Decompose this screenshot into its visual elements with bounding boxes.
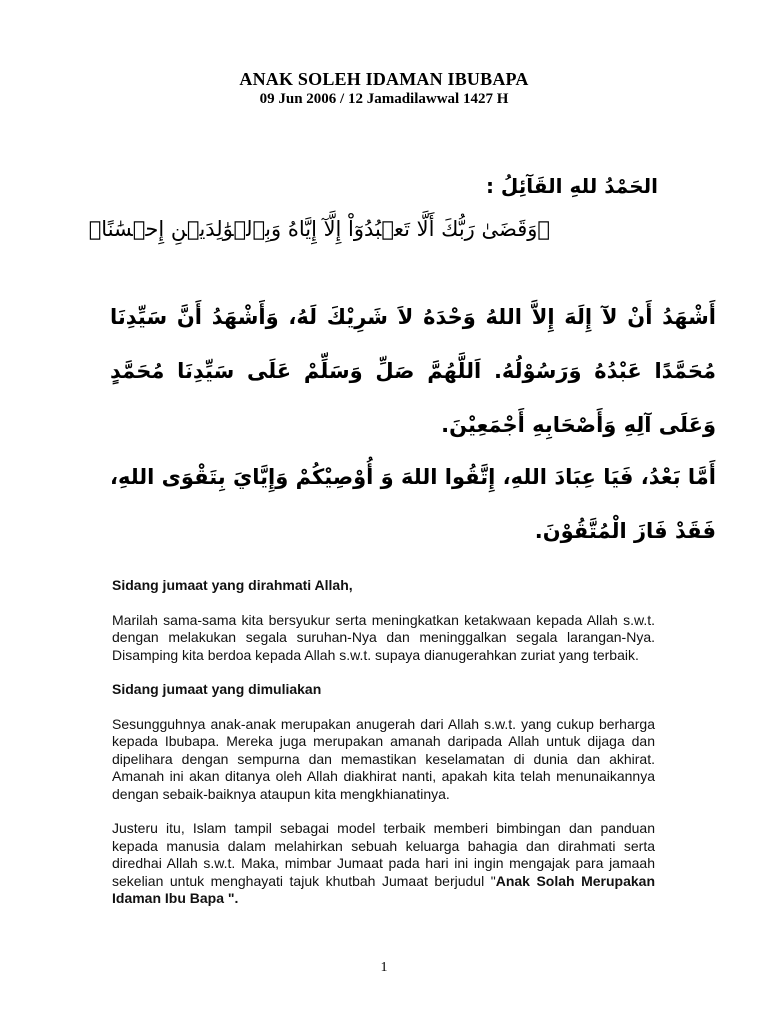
document-header xyxy=(0,68,768,108)
paragraph-3 xyxy=(112,820,655,908)
document-date-line: 09 Jun 2006 / 12 Jamadilawwal 1427 H xyxy=(259,91,509,107)
section-heading-2: Sidang jumaat yang dimuliakan xyxy=(112,681,322,697)
arabic-wasiat-paragraph: أَمَّا بَعْدُ، فَيَا عِبَادَ اللهِ، إِتَّقُوا اللهَ وَ أُوْصِيْكُمْ وَإِيَّايَ بِتَقْوَى اللهِ، فَقَدْ فَازَ الْمُتَّقُوْنَ. xyxy=(110,465,716,543)
paragraph-1: Marilah sama-sama kita bersyukur serta meningkatkan ketakwaan kepada Allah s.w.t. dengan melakukan segala suruhan-Nya dan meninggalkan segala larangan-Nya. Disamping kita berdoa kepada Allah s.w.t. supaya dianugerahkan zuriat yang terbaik. xyxy=(112,611,655,663)
sermon-body xyxy=(112,577,655,925)
paragraph-2: Sesungguhnya anak-anak merupakan anugerah dari Allah s.w.t. yang cukup berharga kepada Ibubapa. Mereka juga merupakan amanah daripada Allah untuk dijaga dan dipelihara dengan sempurna dan memastikan keselamatan di dunia dan akhirat. Amanah ini akan ditanya oleh Allah diakhirat nanti, apakah kita telah menunaikannya dengan sebaik-baiknya ataupun kita mengkhianatinya. xyxy=(112,715,655,802)
section-heading-1: Sidang jumaat yang dirahmati Allah, xyxy=(112,577,353,593)
sermon-title-emphasis: Anak Solah Merupakan Idaman Ibu Bapa ". xyxy=(112,872,655,906)
document-title: ANAK SOLEH IDAMAN IBUBAPA xyxy=(239,69,529,89)
arabic-quran-verse: ۞وَقَضَىٰ رَبُّكَ أَلَّا تَعۡبُدُوٓاْ إِلَّآ إِيَّاهُ وَبِٱلۡوَٰلِدَيۡنِ إِحۡسَٰنًاۚ xyxy=(88,217,550,241)
arabic-hamd-line: الحَمْدُ للهِ القَآئِلُ : xyxy=(485,174,658,198)
arabic-syahadah-paragraph: أَشْهَدُ أَنْ لآ إِلَهَ إِلاَّ اللهُ وَحْدَهُ لاَ شَرِيْكَ لَهُ، وَأَشْهَدُ أَنَّ سَيِّدِنَا مُحَمَّدًا عَبْدُهُ وَرَسُوْلُهُ. اَللَّهُمَّ صَلِّ وَسَلِّمْ عَلَى سَيِّدِنَا مُحَمَّدٍ وَعَلَى آلِهِ وَأَصْحَابِهِ أَجْمَعِيْنَ. xyxy=(110,305,716,437)
paragraph-3-text: Justeru itu, Islam tampil sebagai model terbaik memberi bimbingan dan panduan kepada manusia dalam melahirkan sebuah keluarga bahagia dan dirahmati serta diredhai Allah s.w.t. Maka, mimbar Jumaat pada hari ini ingin mengajak para jamaah sekelian untuk menghayati tajuk khutbah Jumaat berjudul " xyxy=(112,820,655,889)
page-number: 1 xyxy=(380,960,388,975)
